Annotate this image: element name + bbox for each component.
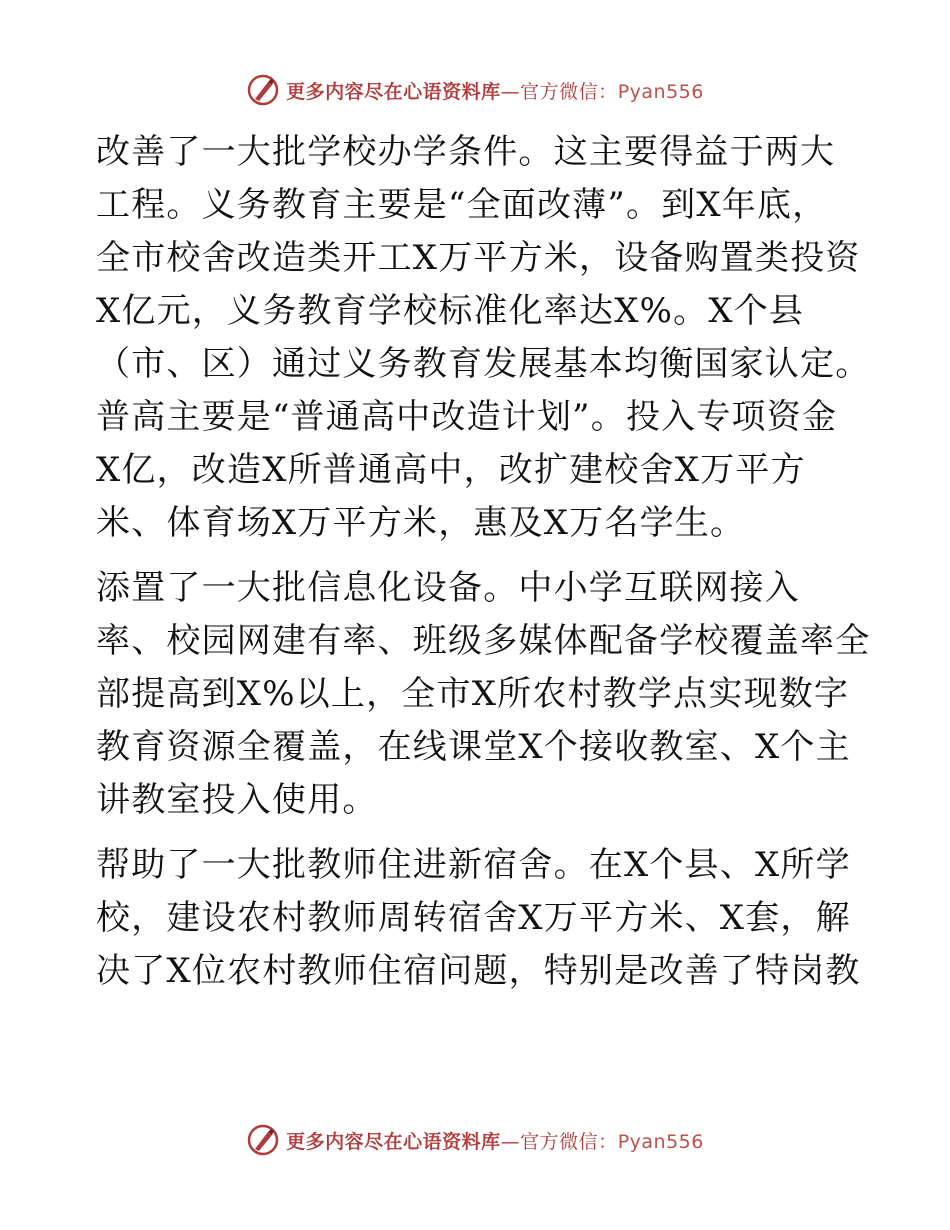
watermark-brand: 更多内容尽在心语资料库 [286,1130,501,1153]
text-line: 米、体育场X万平方米，惠及X万名学生。 [96,503,746,543]
pen-logo-icon [246,1123,280,1157]
paragraph-it-equipment [96,562,871,827]
watermark-official-label: 官方微信： [520,80,618,103]
text-line: 率、校园网建有率、班级多媒体配备学校覆盖率全 [96,621,871,661]
watermark-text [286,1127,704,1154]
watermark-official-label: 官方微信： [520,1130,618,1153]
watermark-wechat-id: Pyan556 [617,1130,704,1153]
text-line: 讲教室投入使用。 [96,780,378,820]
paragraph-teacher-dorms [96,839,861,998]
text-line: （市、区）通过义务教育发展基本均衡国家认定。 [96,344,871,384]
text-line: 教育资源全覆盖，在线课堂X个接收教室、X个主 [96,727,851,767]
paragraph-school-conditions [96,126,871,550]
footer-watermark [0,1120,950,1160]
watermark-dash: — [500,1130,521,1153]
pen-logo-icon [246,73,280,107]
watermark-brand: 更多内容尽在心语资料库 [286,80,501,103]
text-line: X亿，改造X所普通高中，改扩建校舍X万平方 [96,450,806,490]
header-watermark [0,70,950,110]
text-line: 部提高到X%以上，全市X所农村教学点实现数字 [96,674,850,714]
text-line: 校，建设农村教师周转宿舍X万平方米、X套，解 [96,898,851,938]
text-line: X亿元，义务教育学校标准化率达X%。X个县 [96,291,805,331]
text-line: 添置了一大批信息化设备。中小学互联网接入 [96,568,800,608]
text-line: 全市校舍改造类开工X万平方米，设备购置类投资 [96,238,861,278]
document-body [96,126,871,1010]
watermark-wechat-id: Pyan556 [617,80,704,103]
text-line: 帮助了一大批教师住进新宿舍。在X个县、X所学 [96,845,851,885]
text-line: 改善了一大批学校办学条件。这主要得益于两大 [96,132,836,172]
text-line: 工程。义务教育主要是“全面改薄”。到X年底， [96,185,828,225]
watermark-text [286,77,704,104]
watermark-dash: — [500,80,521,103]
text-line: 决了X位农村教师住宿问题，特别是改善了特岗教 [96,951,861,991]
text-line: 普高主要是“普通高中改造计划”。投入专项资金 [96,397,838,437]
